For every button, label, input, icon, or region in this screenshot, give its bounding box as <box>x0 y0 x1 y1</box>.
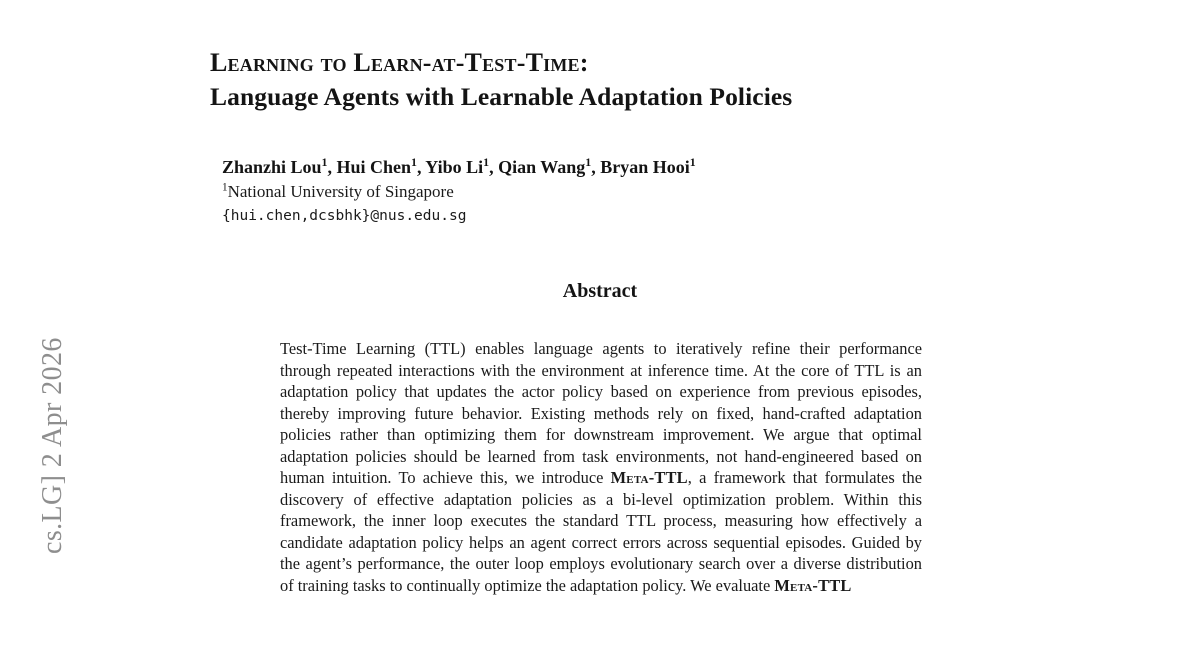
author-block <box>222 155 942 227</box>
arxiv-identifier-stamp: cs.LG] 2 Apr 2026 <box>37 337 68 554</box>
paper-title <box>210 46 970 114</box>
abstract-heading: Abstract <box>562 280 638 302</box>
author-names: Zhanzhi Lou$^1$, Hui Chen$^1$, Yibo Li$^1$, Qian Wang$^1$, Bryan Hooi$^1$ <box>222 155 696 177</box>
author-email: {hui.chen,dcsbhk}@nus.edu.sg <box>222 208 467 224</box>
paper-title-line-2: Language Agents with Learnable Adaptation Policies <box>210 82 793 111</box>
paper-title-line-1: Learning to Learn-at-Test-Time: <box>210 48 589 77</box>
author-affiliation: $^1$National University of Singapore <box>222 181 454 201</box>
abstract-body: Test-Time Learning (TTL) enables language agents to iteratively refine their performance through repeated interactions with the environment at inference time. At the core of TTL is an adaptation policy that updates the actor policy based on experience from previous episodes, thereby improving future behavior. Existing methods rely on fixed, hand-crafted adaptation policies rather than optimizing them for downstream improvement. We argue that optimal adaptation policies should be learned from task environments, not hand-engineered based on human intuition. To achieve this, we introduce Meta-TTL, a framework that formulates the discovery of effective adaptation policies as a bi-level optimization problem. Within this framework, the inner loop executes the standard TTL process, measuring how effectively a candidate adaptation policy helps an agent correct errors across sequential episodes. Guided by the agent’s performance, the outer loop employs evolutionary search over a diverse distribution of training tasks to continually optimize the adaptation policy. We evaluate Meta-TTL <box>280 339 922 595</box>
